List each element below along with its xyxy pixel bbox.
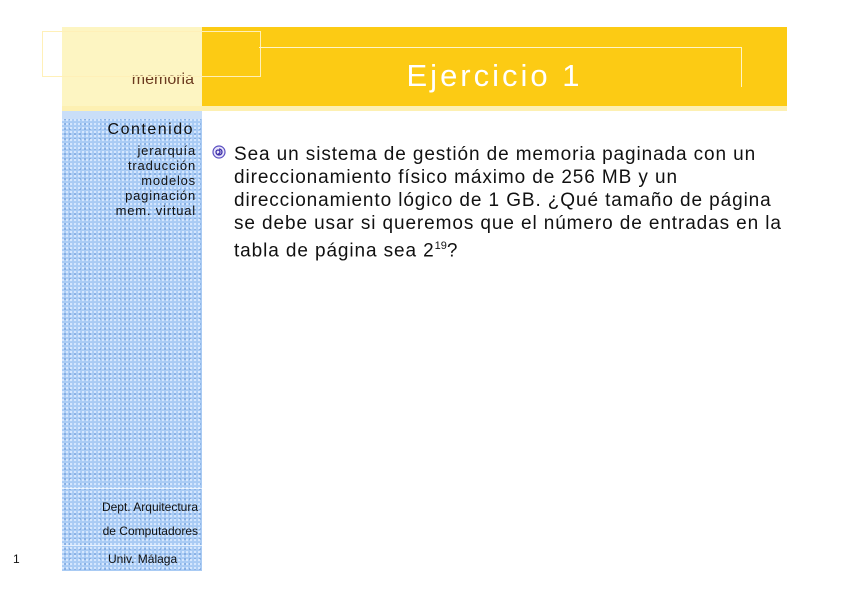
sidebar-item-traduccion[interactable]: traducción bbox=[128, 158, 196, 173]
department-line-2: de Computadores bbox=[102, 524, 198, 538]
sidebar-divider bbox=[62, 488, 202, 489]
sidebar-item-paginacion[interactable]: paginación bbox=[125, 188, 196, 203]
sidebar-divider bbox=[62, 545, 202, 546]
university-name: Univ. Málaga bbox=[108, 552, 178, 566]
sidebar-item-modelos[interactable]: modelos bbox=[141, 173, 196, 188]
exercise-exponent: 19 bbox=[434, 240, 447, 252]
exercise-text-end: ? bbox=[446, 240, 459, 262]
exercise-text: Sea un sistema de gestión de memoria paginada con un direccionamiento físico máximo de 256 MB y un direccionamiento lógico de 1 GB. ¿Qué tamaño de página se debe usar si queremos que el número de entradas en la tabla de página sea 2 bbox=[234, 144, 782, 262]
swirl-bullet-icon bbox=[212, 145, 226, 159]
department-line-1: Dept. Arquitectura bbox=[101, 500, 198, 514]
sidebar-item-mem-virtual[interactable]: mem. virtual bbox=[115, 203, 196, 218]
exercise-statement bbox=[234, 143, 782, 262]
slide-title: Ejercicio 1 bbox=[406, 58, 583, 93]
sidebar-top-band bbox=[62, 111, 202, 119]
header-rule-decoration bbox=[259, 47, 741, 48]
page-number: 1 bbox=[13, 552, 20, 566]
sidebar-nav bbox=[116, 143, 196, 218]
module-name: memoria bbox=[131, 71, 194, 88]
sidebar-heading: Contenido bbox=[107, 121, 194, 138]
sidebar-item-jerarquia[interactable]: jerarquía bbox=[137, 143, 196, 158]
header-title-panel bbox=[202, 27, 787, 106]
sidebar bbox=[62, 111, 202, 571]
